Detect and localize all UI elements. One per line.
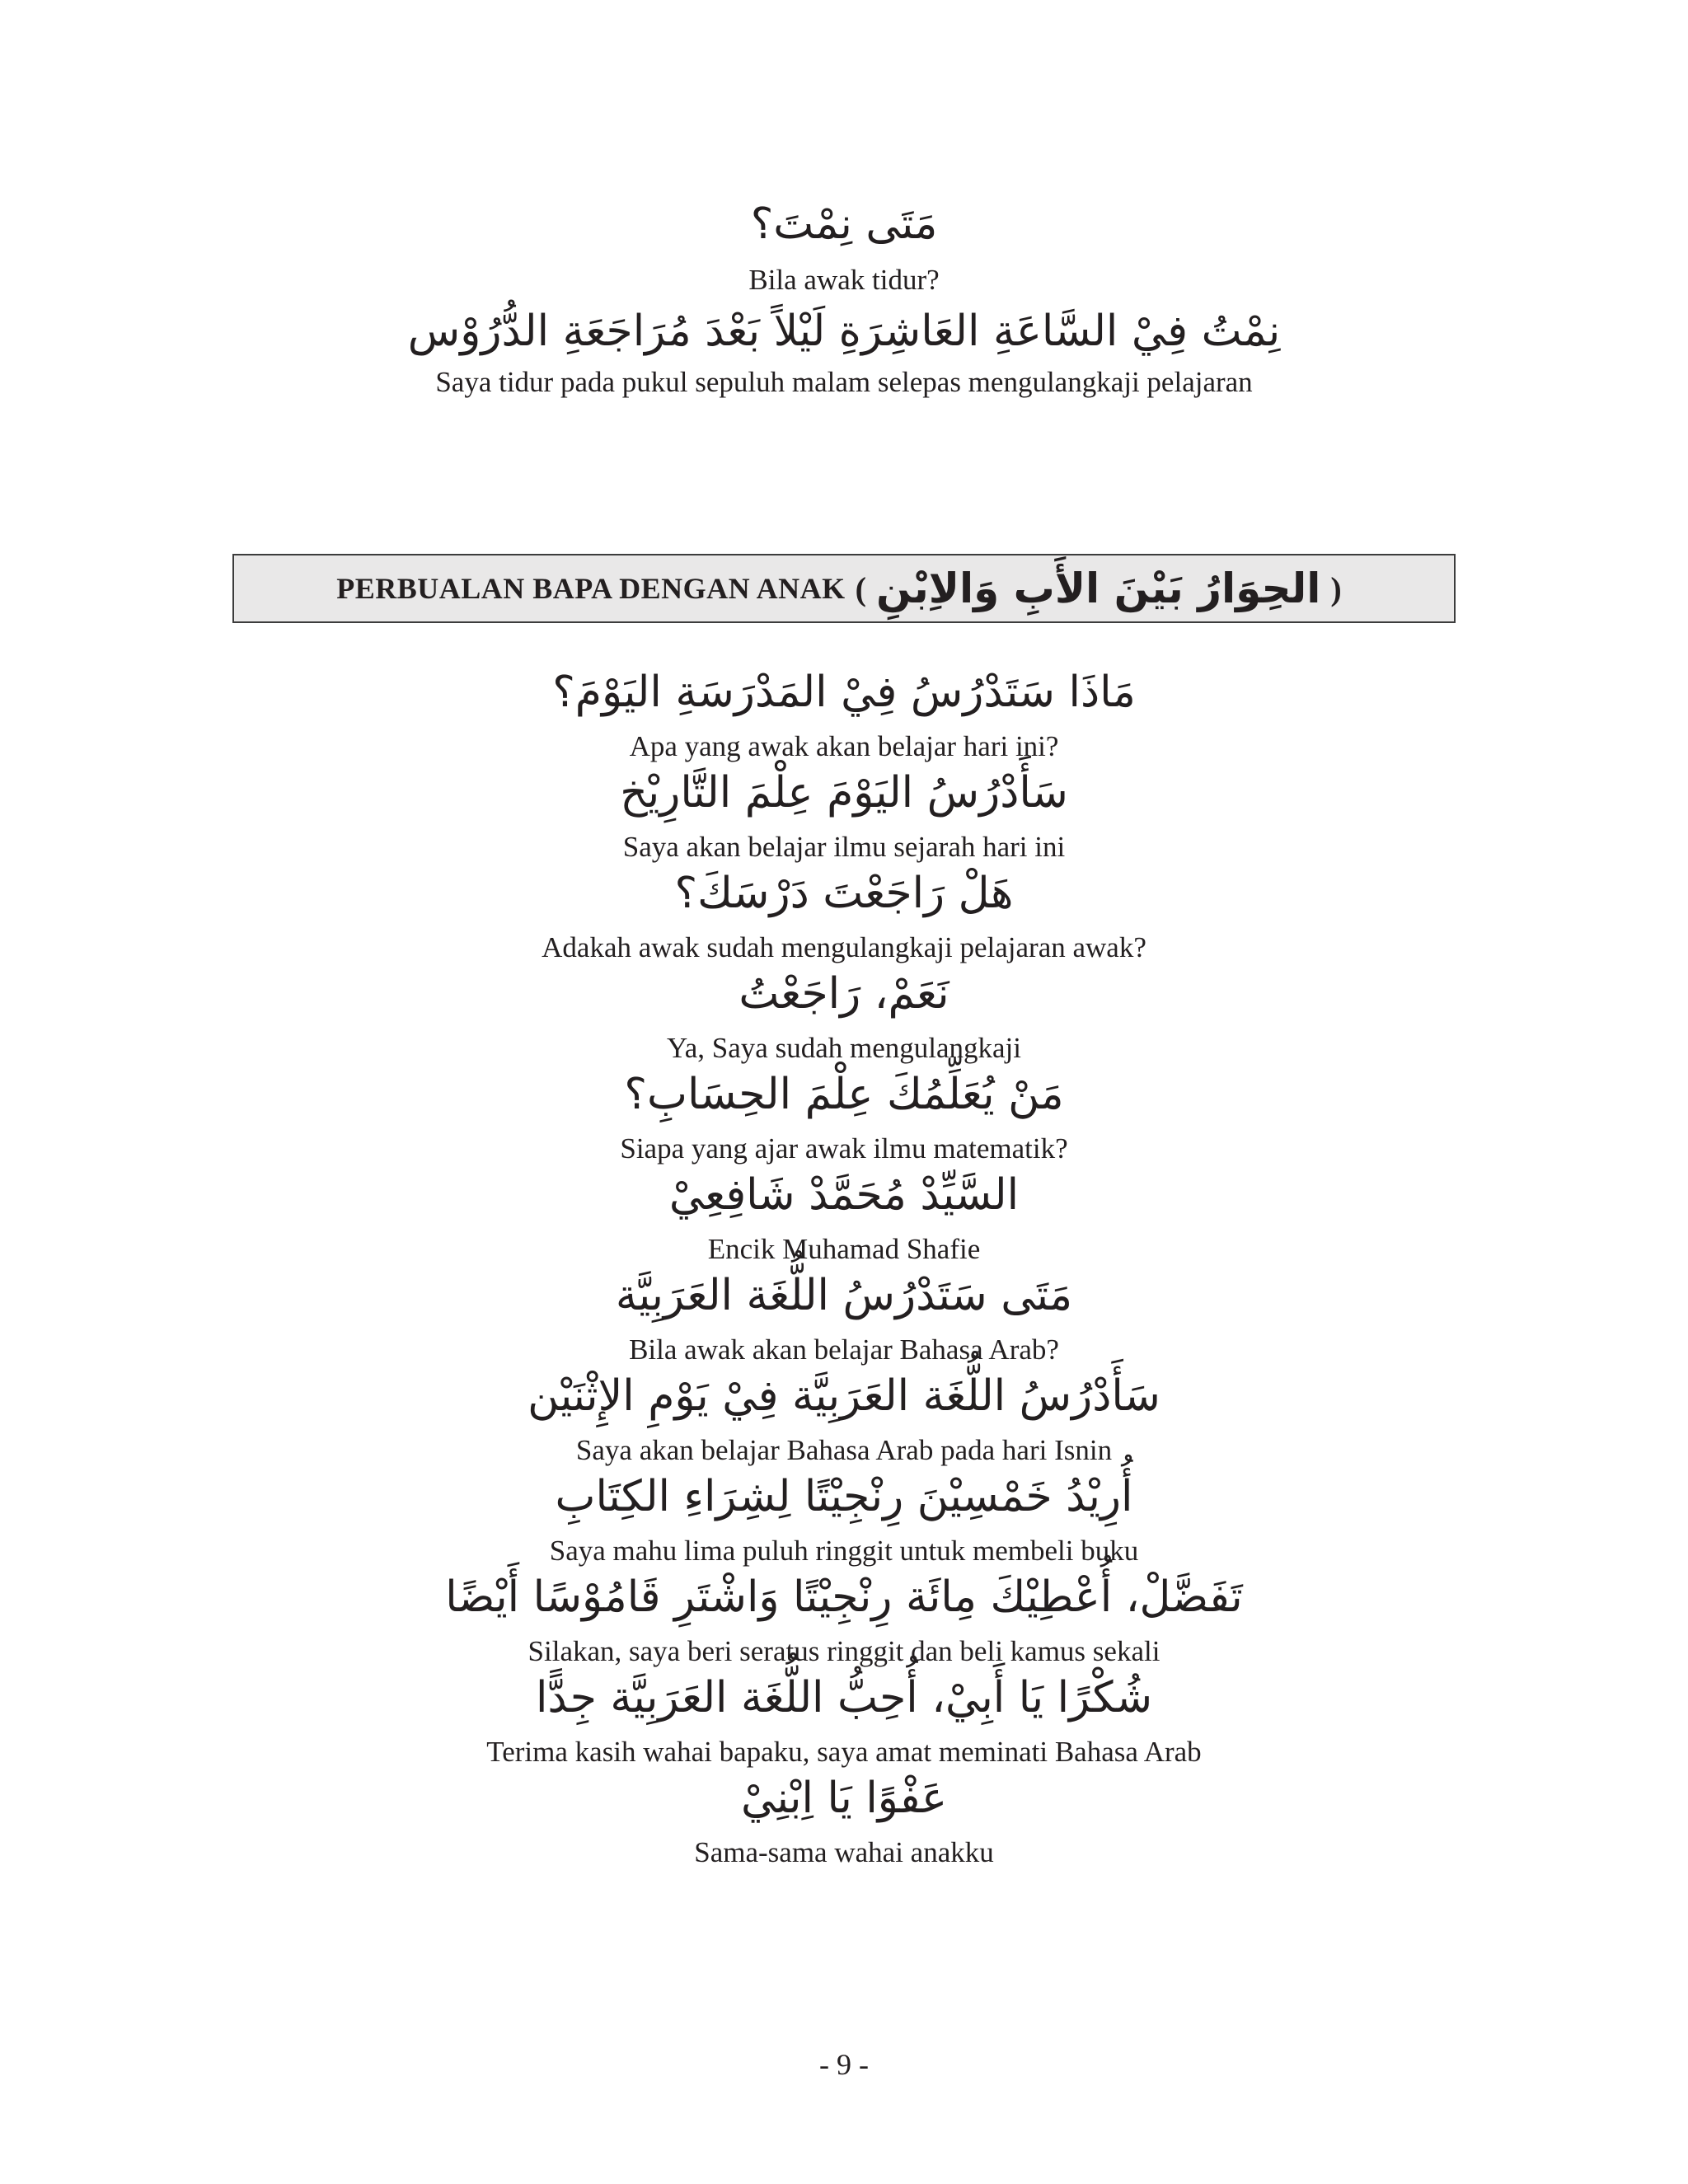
dialogue-malay-line: Sama-sama wahai anakku xyxy=(694,1836,994,1868)
dialogue-arabic-line: عَفْوًا يَا اِبْنِيْ xyxy=(741,1774,947,1823)
dialogue-malay-line: Adakah awak sudah mengulangkaji pelajaran awak? xyxy=(542,931,1146,963)
section-title-malay: PERBUALAN BAPA DENGAN ANAK xyxy=(336,572,846,605)
dialogue-arabic-line: أُرِيْدُ خَمْسِيْنَ رِنْجِيْتًا لِشِرَاءِ الكِتَابِ xyxy=(555,1472,1133,1521)
close-paren: ) xyxy=(1330,569,1342,607)
dialogue-malay-line: Terima kasih wahai bapaku, saya amat meminati Bahasa Arab xyxy=(486,1736,1202,1768)
dialogue-arabic-line: نَعَمْ، رَاجَعْتُ xyxy=(738,969,950,1019)
intro-answer-malay: Saya tidur pada pukul sepuluh malam selepas mengulangkaji pelajaran xyxy=(435,366,1253,398)
section-title-arabic: الحِوَارُ بَيْنَ الأَبِ وَالاِبْنِ xyxy=(875,565,1321,612)
dialogue-arabic-line: مَتَى سَتَدْرُسُ اللُّغَة العَرَبِيَّة xyxy=(615,1271,1073,1320)
dialogue-arabic-line: السَّيِّدْ مُحَمَّدْ شَافِعِيْ xyxy=(668,1170,1020,1220)
dialogue-arabic-line: مَاذَا سَتَدْرُسُ فِيْ المَدْرَسَةِ اليَوْمَ؟ xyxy=(552,668,1136,717)
dialogue-malay-line: Ya, Saya sudah mengulangkaji xyxy=(667,1032,1021,1064)
dialogue-malay-line: Saya mahu lima puluh ringgit untuk membeli buku xyxy=(549,1535,1139,1567)
open-paren: ( xyxy=(855,569,866,607)
dialogue-malay-line: Saya akan belajar ilmu sejarah hari ini xyxy=(622,831,1066,863)
dialogue-arabic-line: تَفَضَّلْ، أُعْطِيْكَ مِائَة رِنْجِيْتًا وَاشْتَرِ قَامُوْسًا أَيْضًا xyxy=(445,1572,1243,1622)
dialogue-malay-line: Apa yang awak akan belajar hari ini? xyxy=(629,730,1059,762)
intro-question-arabic: مَتَى نِمْتَ؟ xyxy=(750,199,938,249)
dialogue-arabic-line: سَأَدْرُسُ اليَوْمَ عِلْمَ التَّارِيْخ xyxy=(620,768,1068,818)
dialogue-malay-line: Saya akan belajar Bahasa Arab pada hari Isnin xyxy=(575,1434,1113,1466)
section-title-banner xyxy=(232,554,1456,623)
dialogue-malay-line: Encik Muhamad Shafie xyxy=(707,1233,981,1265)
dialogue-malay-line: Silakan, saya beri seratus ringgit dan beli kamus sekali xyxy=(528,1635,1160,1667)
page-number: - 9 - xyxy=(819,2048,869,2081)
dialogue-arabic-line: سَأَدْرُسُ اللُّغَة العَرَبِيَّة فِيْ يَوْمِ الإِثْنَيْن xyxy=(528,1371,1160,1421)
intro-question-malay: Bila awak tidur? xyxy=(748,264,940,296)
dialogue-arabic-line: شُكْرًا يَا أَبِيْ، أُحِبُّ اللُّغَة العَرَبِيَّة جِدًّا xyxy=(535,1673,1153,1722)
dialogue-arabic-line: هَلْ رَاجَعْتَ دَرْسَكَ؟ xyxy=(674,869,1014,918)
dialogue-malay-line: Siapa yang ajar awak ilmu matematik? xyxy=(620,1132,1068,1165)
intro-answer-arabic: نِمْتُ فِيْ السَّاعَةِ العَاشِرَةِ لَيْلاً بَعْدَ مُرَاجَعَةِ الدُّرُوْس xyxy=(407,307,1281,356)
dialogue-malay-line: Bila awak akan belajar Bahasa Arab? xyxy=(629,1333,1059,1366)
dialogue-arabic-line: مَنْ يُعَلِّمُكَ عِلْمَ الحِسَابِ؟ xyxy=(624,1070,1064,1119)
